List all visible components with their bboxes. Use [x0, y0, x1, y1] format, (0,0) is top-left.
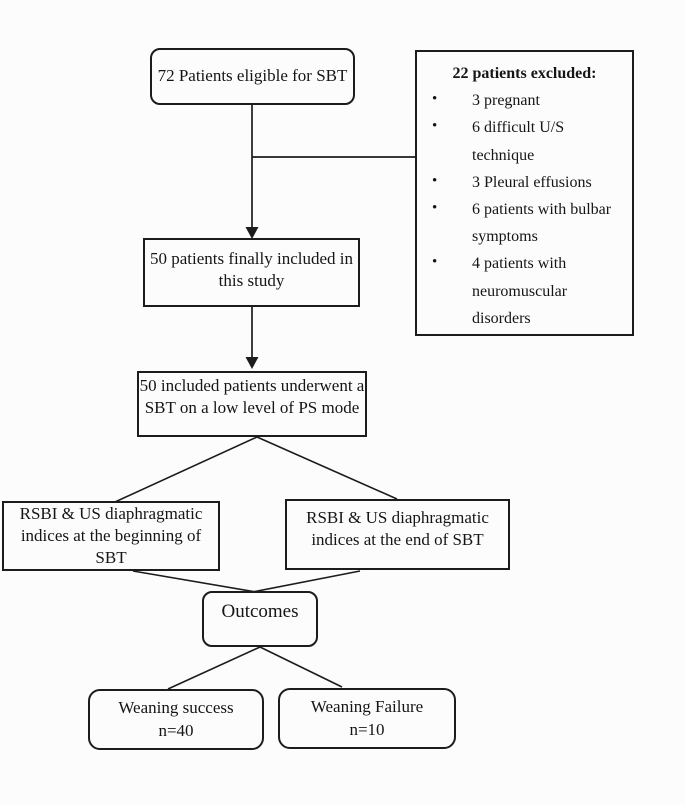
- bullet-icon: •: [432, 199, 438, 216]
- list-item: [423, 114, 626, 168]
- node-label: Outcomes: [221, 601, 299, 622]
- node-excluded: [415, 50, 634, 336]
- node-label: Weaning Failure: [310, 697, 424, 717]
- connector-line: [260, 647, 342, 687]
- node-weaning-success: [88, 689, 264, 750]
- list-item: [423, 196, 626, 250]
- connector-line: [168, 647, 260, 689]
- list-item: [423, 169, 626, 196]
- arrowhead-icon: [246, 357, 259, 369]
- node-outcomes: [202, 591, 318, 647]
- node-sbt-low-ps: [137, 371, 367, 437]
- bullet-icon: •: [432, 172, 438, 189]
- connector-line: [133, 571, 262, 593]
- bullet-icon: •: [432, 254, 438, 271]
- bullet-icon: •: [432, 118, 438, 135]
- connector-line: [247, 571, 360, 593]
- list-item: [423, 87, 626, 114]
- list-item-label: 6 patients with bulbar symptoms: [472, 200, 612, 246]
- node-label: 72 Patients eligible for SBT: [157, 66, 348, 86]
- list-item: [423, 250, 626, 332]
- connector-line: [115, 437, 257, 502]
- count-label: n=40: [158, 720, 194, 740]
- list-item-label: 3 pregnant: [472, 92, 540, 110]
- list-item-label: 4 patients with neuromuscular disorders: [472, 255, 568, 327]
- node-label: RSBI & US diaphragmatic indices at the beginning of SBT: [19, 503, 203, 568]
- bullet-icon: •: [432, 91, 438, 108]
- node-label: RSBI & US diaphragmatic indices at the end of SBT: [306, 508, 489, 550]
- excluded-title: 22 patients excluded:: [452, 65, 597, 82]
- node-eligible: [150, 48, 355, 105]
- node-weaning-failure: [278, 688, 456, 749]
- node-label: 50 patients finally included in this study: [149, 249, 353, 291]
- connector-line: [257, 437, 397, 499]
- count-label: n=10: [349, 719, 385, 739]
- list-item-label: 3 Pleural effusions: [472, 173, 592, 191]
- node-included: [143, 238, 360, 307]
- node-label: 50 included patients underwent a SBT on a low level of PS mode: [139, 376, 365, 418]
- node-rsbi-beginning: [2, 501, 220, 571]
- node-rsbi-end: [285, 499, 510, 570]
- list-item-label: 6 difficult U/S technique: [472, 119, 565, 164]
- node-label: Weaning success: [118, 698, 234, 718]
